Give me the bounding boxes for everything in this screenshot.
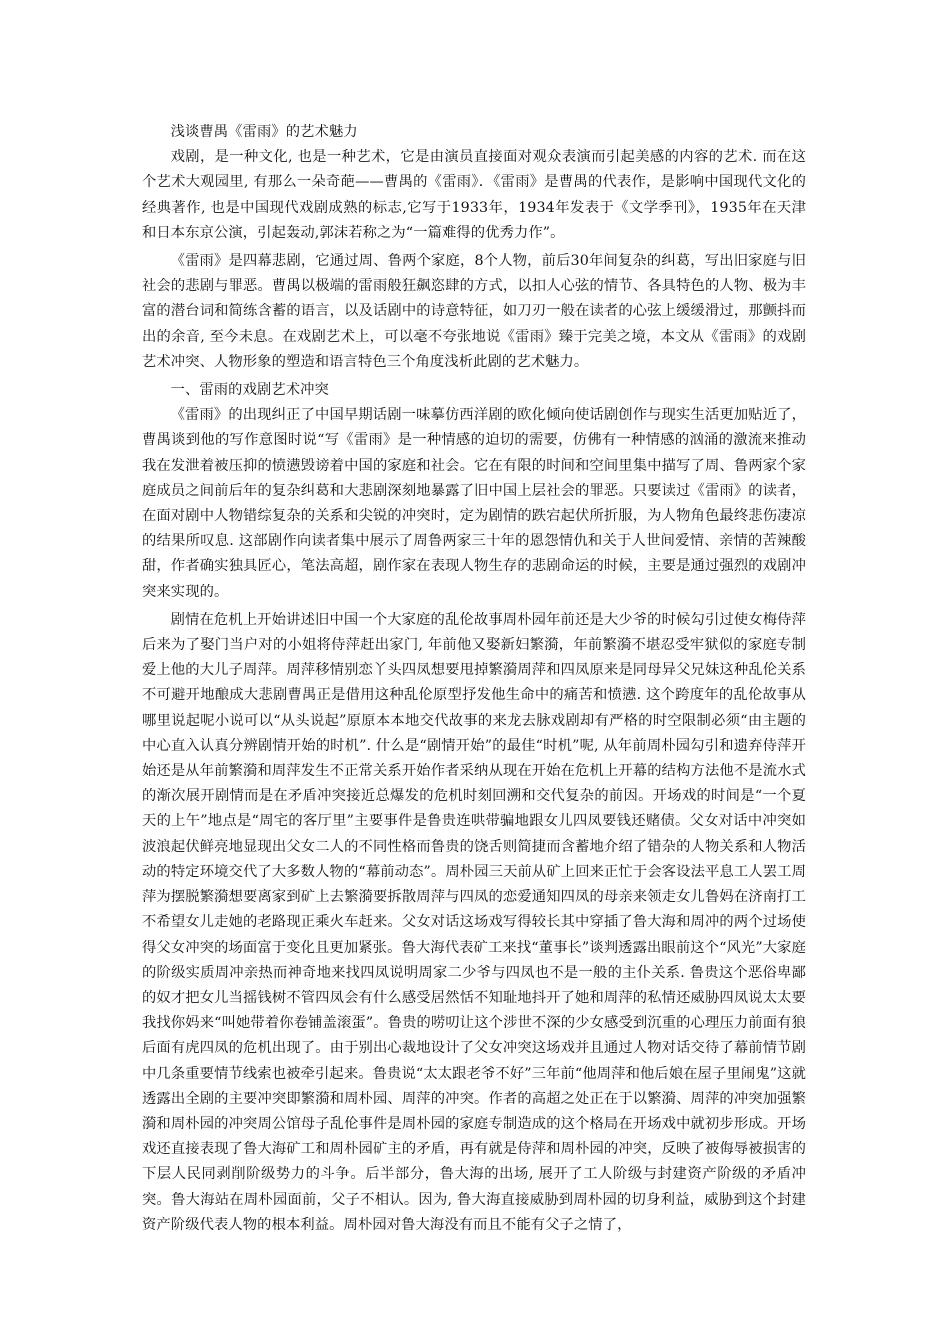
document-page <box>142 120 806 1241</box>
document-title: 浅谈曹禺《雷雨》的艺术魅力 <box>170 124 358 140</box>
paragraph-section1-2: 剧情在危机上开始讲述旧中国一个大家庭的乱伦故事周朴园年前还是大少爷的时候勾引过使女梅侍萍后来为了娶门当户对的小姐将侍萍赶出家门, 年前他又娶新妇繁漪，年前繁漪不堪忍受牢狱似的家庭专制爱上他的大儿子周萍。周萍移情别恋丫头四凤想要甩掉繁漪周萍和四凤原来是同母异父兄妹这种乱伦关系不可避开地酿成大悲剧曹禺正是借用这种乱伦原型抒发他生命中的痛苦和愤懑. 这个跨度年的乱伦故事从哪里说起呢小说可以“从头说起”原原本本地交代故事的来龙去脉戏剧却有严格的时空限制必须“由主题的中心直入认真分辨剧情开始的时机”. 什么是“剧情开始”的最佳“时机”呢, 从年前周朴园勾引和遗弃侍萍开始还是从年前繁漪和周萍发生不正常关系开始作者采纳从现在开始在危机上开幕的结构方法他不是流水式的渐次展开剧情而是在矛盾冲突接近总爆发的危机时刻回溯和交代复杂的前因。开场戏的时间是“一个夏天的上午”地点是“周宅的客厅里”主要事件是鲁贵连哄带骗地跟女儿四凤要钱还赌债。父女对话中冲突如波浪起伏鲜亮地显现出父女二人的不同性格而鲁贵的饶舌则简捷而含蓄地介绍了错杂的人物关系和人物活动的特定环境交代了大多数人物的“幕前动态”。周朴园三天前从矿上回来正忙于会客设法平息工人罢工周萍为摆脱繁漪想要离家到矿上去繁漪要拆散周萍与四凤的恋爱通知四凤的母亲来领走女儿鲁妈在济南打工不希望女儿走她的老路现正乘火车赶来。父女对话这场戏写得较长其中穿插了鲁大海和周冲的两个过场使得父女冲突的场面富于变化且更加紧张。鲁大海代表矿工来找“董事长”谈判透露出眼前这个“风光”大家庭的阶级实质周冲亲热而神奇地来找四凤说明周家二少爷与四凤也不是一般的主仆关系. 鲁贵这个恶俗卑鄙的奴才把女儿当摇钱树不管四凤会有什么感受居然恬不知耻地抖开了她和周萍的私情还威胁四凤说太太要我找你妈来“叫她带着你卷铺盖滚蛋”。鲁贵的唠叨让这个涉世不深的少女感受到沉重的心理压力前面有狼后面有虎四凤的危机出现了。由于别出心裁地设计了父女冲突这场戏并且通过人物对话交待了幕前情节剧中几条重要情节线索也被牵引起来。鲁贵说“太太跟老爷不好”三年前“他周萍和他后娘在屋子里闹鬼”这就透露出全剧的主要冲突即繁漪和周朴园、周萍的冲突。作者的高超之处正在于以繁漪、周萍的冲突加强繁漪和周朴园的冲突周公馆母子乱伦事件是周朴园的家庭专制造成的这个格局在开场戏中就初步形成。开场戏还直接表现了鲁大海矿工和周朴园矿主的矛盾，再有就是侍萍和周朴园的冲突，反映了被侮辱被损害的下层人民同剥削阶级势力的斗争。后半部分，鲁大海的出场, 展开了工人阶级与封建资产阶级的矛盾冲突。鲁大海站在周朴园面前，父子不相认。因为, 鲁大海直接威胁到周朴园的切身利益，威胁到这个封建资产阶级代表人物的根本利益。周朴园对鲁大海没有而且不能有父子之情了， <box>142 611 806 1233</box>
paragraph-intro-1: 戏剧，是一种文化, 也是一种艺术，它是由演员直接面对观众表演而引起美感的内容的艺术. 而在这个艺术大观园里, 有那么一朵奇葩——曹禺的《雷雨》．《雷雨》是曹禺的代表作，是影响中国现代文化的经典著作, 也是中国现代戏剧成熟的标志,它写于1933年，1934年发表于《文学季刊》，1935年在天津和日本东京公演，引起轰动,郭沫若称之为“一篇难得的优秀力作”。 <box>142 149 806 241</box>
paragraph-intro-2: 《雷雨》是四幕悲剧，它通过周、鲁两个家庭，8个人物，前后30年间复杂的纠葛，写出旧家庭与旧社会的悲剧与罪恶。曹禺以极端的雷雨般狂飙恣肆的方式，以扣人心弦的情节、各具特色的人物、极为丰富的潜台词和简练含蓄的语言，以及话剧中的诗意特征，如刀刃一般在读者的心弦上缓缓滑过，那颤抖而出的余音, 至今未息。在戏剧艺术上，可以毫不夸张地说《雷雨》臻于完美之境，本文从《雷雨》的戏剧艺术冲突、人物形象的塑造和语言特色三个角度浅析此剧的艺术魅力。 <box>142 253 806 370</box>
paragraph-section1-1: 《雷雨》的出现纠正了中国早期话剧一味摹仿西洋剧的欧化倾向使话剧创作与现实生活更加贴近了，曹禺谈到他的写作意图时说“写《雷雨》是一种情感的迫切的需要，仿佛有一种情感的汹涌的激流来推动我在发泄着被压抑的愤懑毁谤着中国的家庭和社会。它在有限的时间和空间里集中描写了周、鲁两家个家庭成员之间前后年的复杂纠葛和大悲剧深刻地暴露了旧中国上层社会的罪恶。只要读过《雷雨》的读者，在面对剧中人物错综复杂的关系和尖锐的冲突时，定为剧情的跌宕起伏所折服，为人物角色最终悲伤凄凉的结果所叹息. 这部剧作向读者集中展示了周鲁两家三十年的恩怨情仇和关于人世间爱情、亲情的苦辣酸甜，作者确实独具匠心，笔法高超，剧作家在表现人物生存的悲剧命运的时候，主要是通过强烈的戏剧冲突来实现的。 <box>142 407 806 600</box>
section-heading: 一、雷雨的戏剧艺术冲突 <box>170 382 329 399</box>
